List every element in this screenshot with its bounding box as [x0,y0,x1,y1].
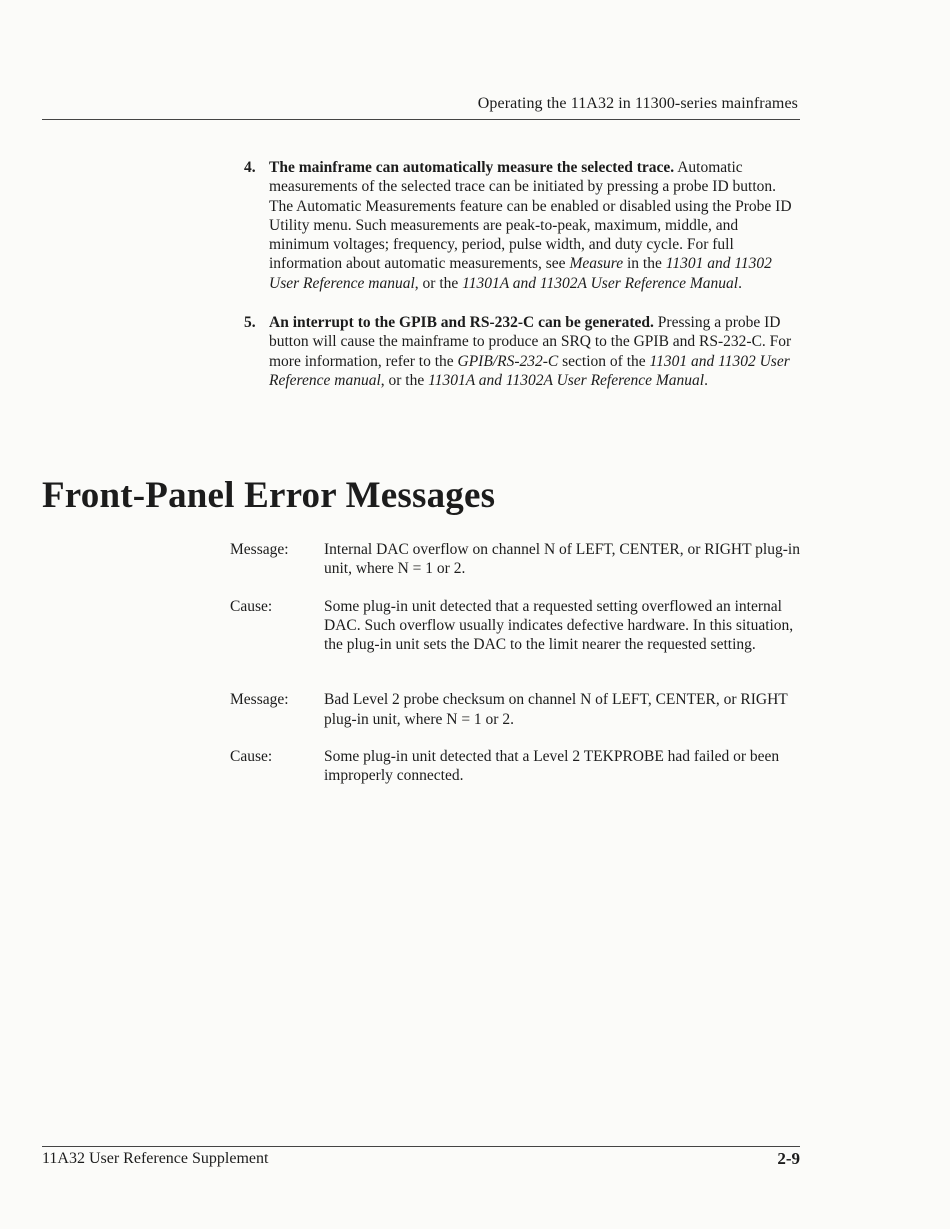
list-item-lead: The mainframe can automatically measure the selected trace. [269,159,675,176]
footer-rule [42,1146,800,1147]
footer-document-title: 11A32 User Reference Supplement [42,1150,269,1167]
message-label: Message: [230,541,289,558]
doc-reference: GPIB/RS-232-C [457,352,559,370]
list-item-5 [240,313,802,390]
doc-reference: 11301 and 11302 User Reference manual [269,352,790,389]
cause-text: Some plug-in unit detected that a requested setting overflowed an internal DAC. Such overflow usually indicates defective hardware. In this situation, the plug-in unit sets the DAC to the limit nearer the requested setting. [324,597,794,654]
list-item-text: Automatic measurements of the selected trace can be initiated by pressing a probe ID button. The Automatic Measurements feature can be enabled or disabled using the Probe ID Utility menu. Such measurements are peak-to-peak, maximum, middle, and minimum voltages; frequency, period, pulse width, and duty cycle. For full information about automatic measurements, see [269,159,792,273]
message-row [230,690,802,729]
list-number: 5. [244,314,256,332]
list-item-text: , or the [380,371,429,389]
section-heading: Front-Panel Error Messages [42,475,496,516]
doc-reference: 11301A and 11302A User Reference Manual [462,274,739,292]
cause-text: Some plug-in unit detected that a Level 2 TEKPROBE had failed or been improperly connected. [324,748,780,785]
list-item-text: Pressing a probe ID button will cause the mainframe to produce an SRQ to the GPIB and RS-232-C. For more information, refer to the [269,314,792,370]
list-item-lead: An interrupt to the GPIB and RS-232-C can be generated. [269,314,654,332]
doc-reference: 11301A and 11302A User Reference Manual [428,371,705,389]
message-text: Bad Level 2 probe checksum on channel N of LEFT, CENTER, or RIGHT plug-in unit, where N = 1 or 2. [324,691,788,728]
header-rule [42,119,800,120]
list-item-text: . [738,274,742,292]
message-row [230,540,802,579]
error-message-table [230,540,802,786]
doc-reference: Measure [569,255,624,273]
cause-label: Cause: [230,597,273,615]
list-item-text: . [704,371,708,389]
list-item-text: section of the [558,352,650,370]
list-item-4 [240,158,802,293]
list-item-text: , or the [414,274,463,292]
running-header: Operating the 11A32 in 11300-series mainframes [477,95,798,112]
doc-reference: 11301 and 11302 User Reference manual [269,255,772,292]
cause-row [230,747,802,786]
cause-row [230,597,802,655]
list-item-text: in the [623,255,666,273]
message-text: Internal DAC overflow on channel N of LEFT, CENTER, or RIGHT plug-in unit, where N = 1 or 2. [324,541,800,578]
page-number: 2-9 [777,1149,800,1168]
cause-label: Cause: [230,748,273,766]
numbered-list [240,158,802,410]
message-label: Message: [230,691,289,709]
list-number: 4. [244,159,256,176]
